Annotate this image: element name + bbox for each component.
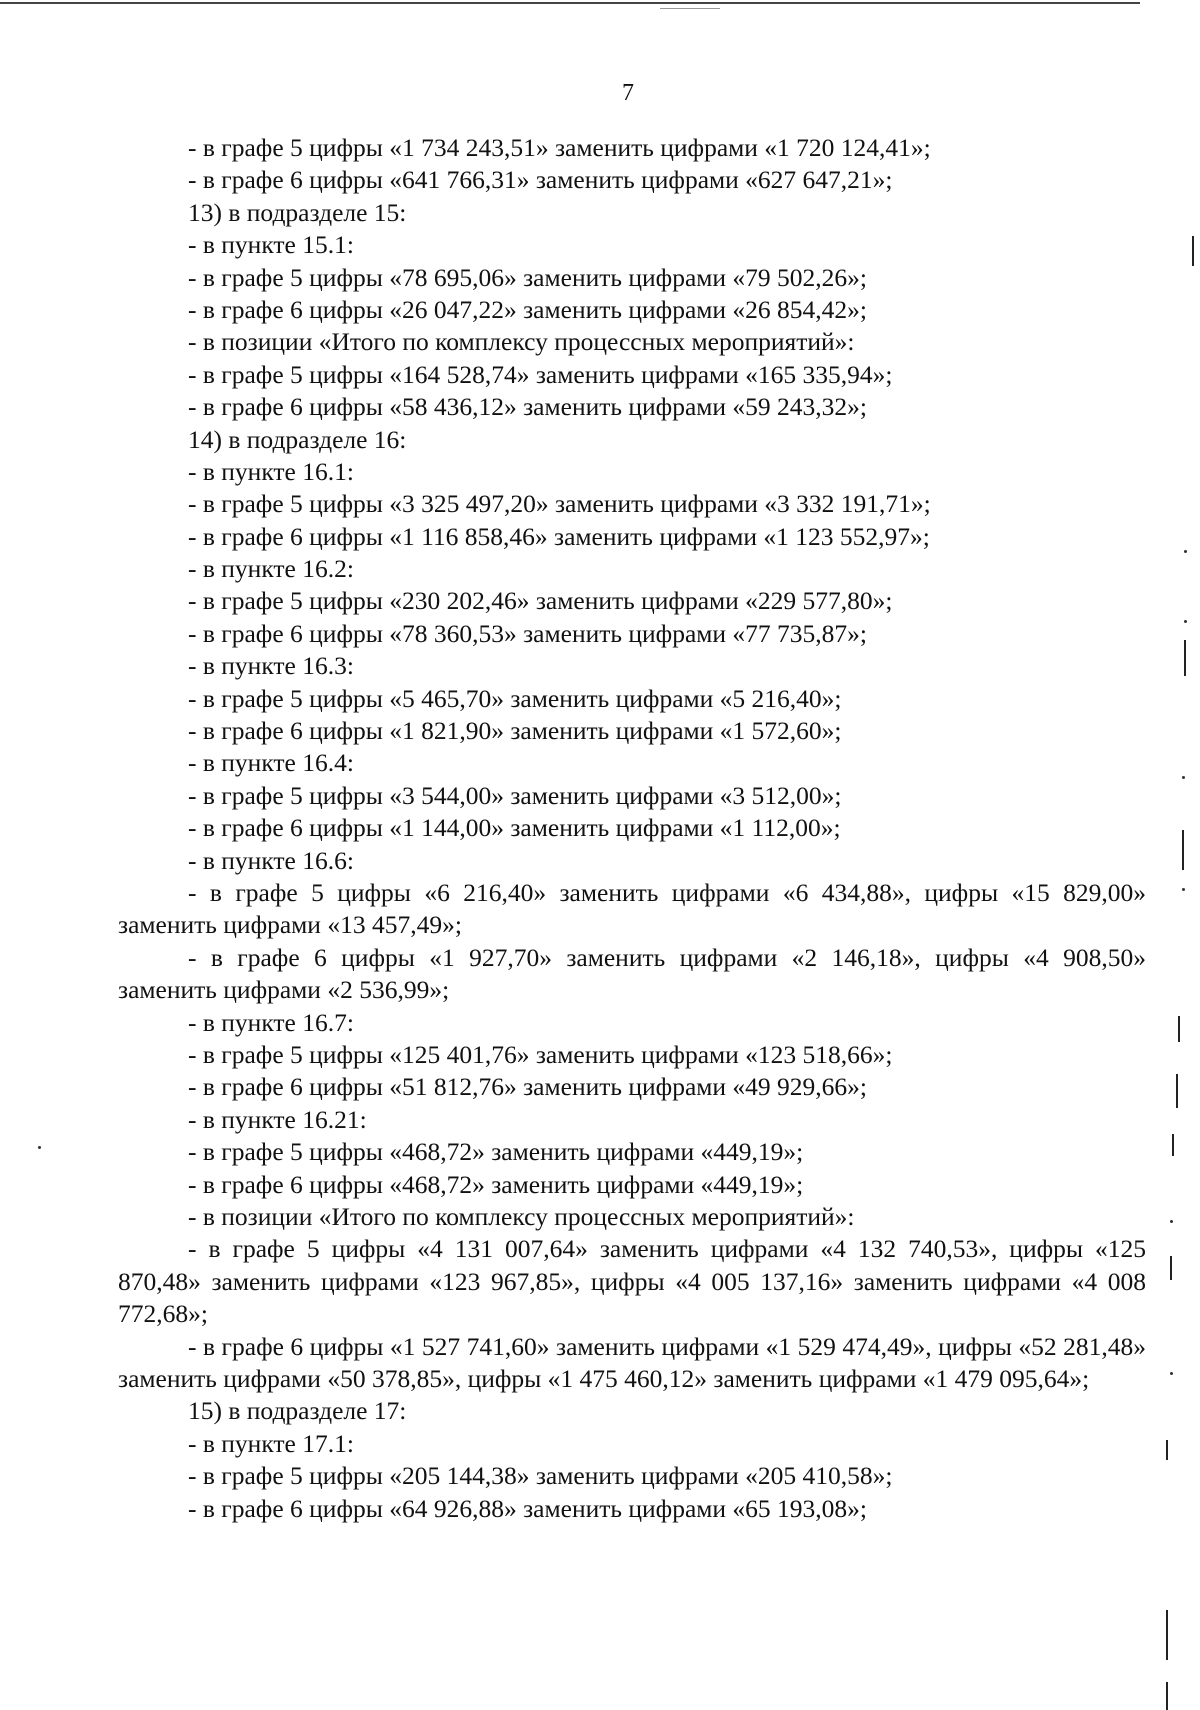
document-body xyxy=(118,132,1146,1525)
text-line: - в графе 6 цифры «1 821,90» заменить цифрами «1 572,60»; xyxy=(188,716,842,746)
text-line: - в пункте 16.1: xyxy=(188,456,354,486)
scan-artifact-dot xyxy=(38,1146,41,1149)
scan-artifact-mark xyxy=(1182,830,1184,870)
text-line: - в графе 5 цифры «5 465,70» заменить цифрами «5 216,40»; xyxy=(188,683,842,713)
text-line: - в графе 6 цифры «1 116 858,46» заменить цифрами «1 123 552,97»; xyxy=(188,521,930,551)
scan-artifact-dot xyxy=(1184,620,1187,623)
text-line: - в графе 5 цифры «230 202,46» заменить цифрами «229 577,80»; xyxy=(188,586,893,616)
text-line: - в графе 5 цифры «125 401,76» заменить цифрами «123 518,66»; xyxy=(188,1040,893,1069)
text-line: - в пункте 16.6: xyxy=(188,845,354,875)
scan-artifact-dot xyxy=(1182,888,1185,891)
text-line: - в графе 5 цифры «164 528,74» заменить цифрами «165 335,94»; xyxy=(188,359,893,389)
scan-top-edge-line xyxy=(0,2,1140,4)
text-line: - в пункте 16.4: xyxy=(188,748,354,778)
text-line: - в пункте 16.7: xyxy=(188,1007,354,1037)
scan-artifact-mark xyxy=(1172,1134,1174,1156)
paragraph-16-6-column-5: - в графе 5 цифры «6 216,40» заменить цифрами «6 434,88», цифры «15 829,00» заменить цифрами «13 457,49»; xyxy=(118,877,1146,940)
scan-artifact-dot xyxy=(1170,1372,1173,1375)
text-line: - в графе 5 цифры «205 144,38» заменить цифрами «205 410,58»; xyxy=(188,1461,893,1491)
scan-artifact-mark xyxy=(1176,1074,1178,1108)
text-line: - в графе 5 цифры «78 695,06» заменить цифрами «79 502,26»; xyxy=(188,262,868,292)
text-line: - в графе 5 цифры «3 544,00» заменить цифрами «3 512,00»; xyxy=(188,780,842,810)
scan-artifact-mark xyxy=(1170,1256,1172,1280)
text-line: - в графе 6 цифры «26 047,22» заменить цифрами «26 854,42»; xyxy=(188,294,868,324)
text-line: 13) в подразделе 15: xyxy=(188,197,407,227)
paragraph-16-6-column-6: - в графе 6 цифры «1 927,70» заменить цифрами «2 146,18», цифры «4 908,50» заменить цифрами «2 536,99»; xyxy=(118,942,1146,1005)
text-line: - в графе 6 цифры «78 360,53» заменить цифрами «77 735,87»; xyxy=(188,618,868,648)
text-line: - в графе 5 цифры «1 734 243,51» заменить цифрами «1 720 124,41»; xyxy=(188,133,931,162)
text-line: 14) в подразделе 16: xyxy=(188,424,407,454)
scan-artifact-mark xyxy=(1166,1682,1168,1710)
text-line: - в пункте 17.1: xyxy=(188,1428,354,1458)
text-line: - в графе 6 цифры «64 926,88» заменить цифрами «65 193,08»; xyxy=(188,1493,868,1523)
text-line: 15) в подразделе 17: xyxy=(188,1396,407,1426)
scan-artifact-dot xyxy=(1182,776,1185,779)
text-line: - в пункте 16.21: xyxy=(188,1104,367,1134)
page-number: 7 xyxy=(622,80,634,106)
text-line: - в графе 5 цифры «3 325 497,20» заменить цифрами «3 332 191,71»; xyxy=(188,489,931,519)
scan-top-edge-fragment xyxy=(660,8,720,9)
paragraph-total-column-6: - в графе 6 цифры «1 527 741,60» заменить цифрами «1 529 474,49», цифры «52 281,48» заменить цифрами «50 378,85», цифры «1 475 460,12» заменить цифрами «1 479 095,64»; xyxy=(118,1331,1146,1393)
text-line: - в пункте 15.1: xyxy=(188,230,354,260)
scan-artifact-dot xyxy=(1184,550,1187,553)
text-line: - в графе 6 цифры «51 812,76» заменить цифрами «49 929,66»; xyxy=(188,1072,868,1102)
text-line: - в графе 6 цифры «58 436,12» заменить цифрами «59 243,32»; xyxy=(188,392,868,422)
text-line: - в позиции «Итого по комплексу процессных мероприятий»: xyxy=(188,327,855,357)
text-line: - в графе 6 цифры «1 144,00» заменить цифрами «1 112,00»; xyxy=(188,813,841,843)
text-line: - в графе 6 цифры «641 766,31» заменить цифрами «627 647,21»; xyxy=(188,165,893,195)
scan-artifact-mark xyxy=(1166,1440,1168,1460)
text-line: - в пункте 16.2: xyxy=(188,554,354,584)
text-line: - в пункте 16.3: xyxy=(188,651,354,681)
text-line: - в графе 5 цифры «468,72» заменить цифрами «449,19»; xyxy=(188,1137,804,1167)
paragraph-total-column-5: - в графе 5 цифры «4 131 007,64» заменить цифрами «4 132 740,53», цифры «125 870,48» заменить цифрами «123 967,85», цифры «4 005 137,16» заменить цифрами «4 008 772,68»; xyxy=(118,1234,1146,1329)
scan-artifact-mark xyxy=(1178,1016,1180,1042)
text-line: - в позиции «Итого по комплексу процессных мероприятий»: xyxy=(188,1201,855,1231)
text-line: - в графе 6 цифры «468,72» заменить цифрами «449,19»; xyxy=(188,1169,804,1199)
scan-artifact-mark xyxy=(1192,236,1194,266)
scan-artifact-mark xyxy=(1184,640,1186,676)
scan-artifact-dot xyxy=(1170,1220,1173,1223)
scan-artifact-mark xyxy=(1166,1610,1168,1660)
